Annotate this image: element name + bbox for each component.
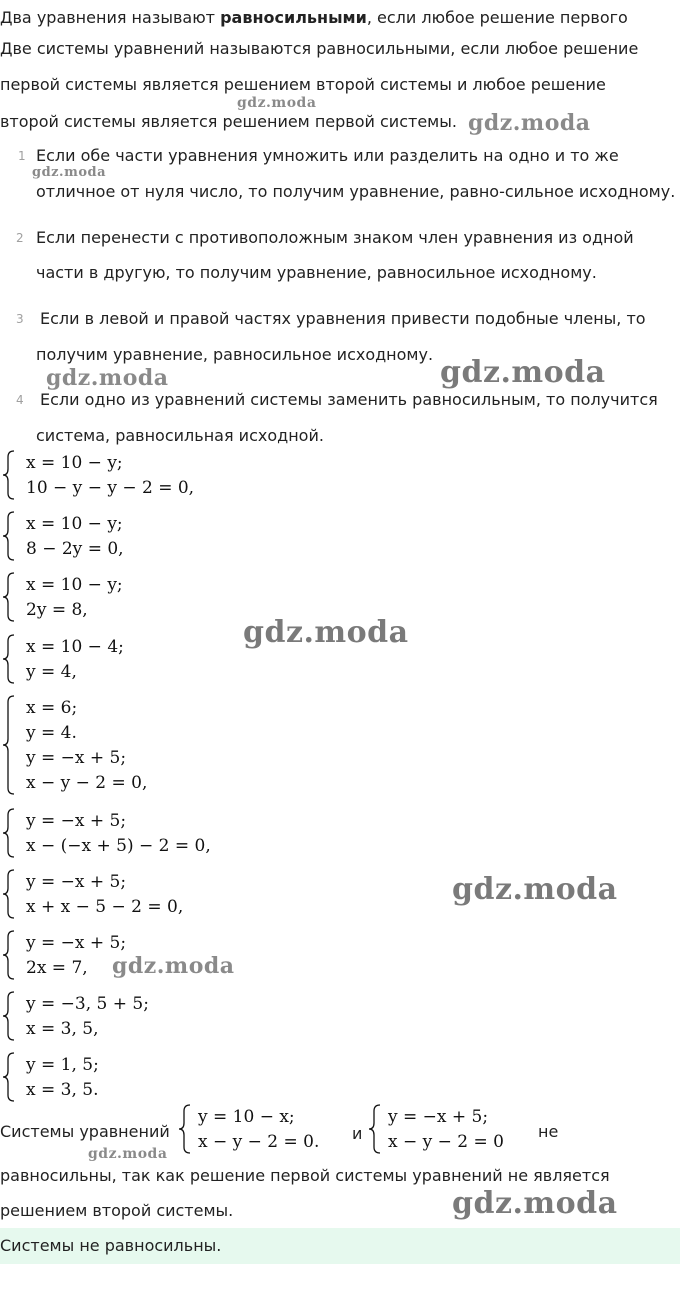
equation: x − y − 2 = 0 bbox=[388, 1132, 504, 1152]
brace-icon bbox=[2, 572, 16, 622]
equation: x + x − 5 − 2 = 0, bbox=[26, 897, 184, 917]
brace-icon bbox=[368, 1104, 382, 1154]
intro-line-4: второй системы является решением первой системы. bbox=[0, 112, 457, 131]
equation-system bbox=[2, 511, 322, 561]
watermark-logo: gdz.moda bbox=[237, 95, 317, 111]
equation: x = 10 − y; bbox=[26, 453, 123, 473]
equation: y = −x + 5; bbox=[26, 933, 127, 953]
brace-icon bbox=[2, 1052, 16, 1102]
rule-number: 2 bbox=[16, 231, 24, 245]
watermark-logo: gdz.moda bbox=[88, 1146, 168, 1162]
watermark-logo: gdz.moda bbox=[243, 615, 409, 650]
equation-system bbox=[2, 808, 322, 858]
intro-line-3: первой системы является решением второй системы и любое решение bbox=[0, 75, 606, 94]
equation: x − y − 2 = 0, bbox=[26, 773, 148, 793]
brace-icon bbox=[2, 808, 16, 858]
brace-icon bbox=[2, 450, 16, 500]
rule-text: отличное от нуля число, то получим уравнение, равно-сильное исходному. bbox=[36, 182, 676, 201]
intro-bold-term: равносильными bbox=[220, 8, 367, 27]
watermark-logo: gdz.moda bbox=[440, 355, 606, 390]
equation: y = −3, 5 + 5; bbox=[26, 994, 149, 1014]
brace-icon bbox=[2, 869, 16, 919]
rule-number: 1 bbox=[18, 149, 26, 163]
rule-text: получим уравнение, равносильное исходному. bbox=[36, 345, 434, 364]
equation: x − y − 2 = 0. bbox=[198, 1132, 320, 1152]
conclusion-and: и bbox=[352, 1124, 363, 1143]
watermark-logo: gdz.moda bbox=[452, 1186, 618, 1221]
brace-icon bbox=[2, 511, 16, 561]
rule-text: Если одно из уравнений системы заменить равносильным, то получится bbox=[40, 390, 658, 409]
equation: 2x = 7, bbox=[26, 958, 88, 978]
equation: x = 3, 5, bbox=[26, 1019, 99, 1039]
conclusion-system-2 bbox=[368, 1104, 538, 1154]
brace-icon bbox=[2, 991, 16, 1041]
rule-text: части в другую, то получим уравнение, равносильное исходному. bbox=[36, 263, 597, 282]
watermark-logo: gdz.moda bbox=[32, 165, 107, 180]
conclusion-line-3: решением второй системы. bbox=[0, 1201, 234, 1220]
equation: x = 10 − y; bbox=[26, 575, 123, 595]
equation: x − (−x + 5) − 2 = 0, bbox=[26, 836, 211, 856]
equation-system bbox=[2, 450, 322, 500]
conclusion-prefix: Системы уравнений bbox=[0, 1122, 170, 1141]
watermark-logo: gdz.moda bbox=[468, 110, 591, 136]
equation: x = 3, 5. bbox=[26, 1080, 99, 1100]
equation: y = −x + 5; bbox=[26, 748, 127, 768]
conclusion-suffix: не bbox=[538, 1122, 559, 1141]
answer-text: Системы не равносильны. bbox=[0, 1236, 222, 1255]
rule-number: 4 bbox=[16, 393, 24, 407]
equation: y = 4. bbox=[26, 723, 77, 743]
brace-icon bbox=[2, 930, 16, 980]
equation: y = 1, 5; bbox=[26, 1055, 99, 1075]
equation-system bbox=[2, 1052, 322, 1102]
equation: x = 6; bbox=[26, 698, 78, 718]
rule-text: Если перенести с противоположным знаком член уравнения из одной bbox=[36, 228, 634, 247]
watermark-logo: gdz.moda bbox=[112, 953, 235, 979]
intro-line-1: Два уравнения называют равносильными, если любое решение первого bbox=[0, 8, 628, 27]
watermark-logo: gdz.moda bbox=[46, 365, 169, 391]
brace-icon bbox=[178, 1104, 192, 1154]
equation: y = 10 − x; bbox=[198, 1107, 295, 1127]
equation: y = −x + 5; bbox=[26, 811, 127, 831]
conclusion-line-2: равносильны, так как решение первой системы уравнений не является bbox=[0, 1166, 610, 1185]
rule-number: 3 bbox=[16, 312, 24, 326]
equation-system bbox=[2, 869, 322, 919]
conclusion-system-1 bbox=[178, 1104, 348, 1154]
equation: x = 10 − y; bbox=[26, 514, 123, 534]
equation-system bbox=[2, 695, 322, 795]
brace-icon bbox=[2, 634, 16, 684]
equation: x = 10 − 4; bbox=[26, 637, 124, 657]
brace-icon bbox=[2, 695, 16, 795]
rule-text: система, равносильная исходной. bbox=[36, 426, 324, 445]
equation: y = −x + 5; bbox=[388, 1107, 489, 1127]
equation: 2y = 8, bbox=[26, 600, 88, 620]
answer-box bbox=[0, 1228, 680, 1264]
intro-line-2: Две системы уравнений называются равносильными, если любое решение bbox=[0, 39, 639, 58]
equation: y = 4, bbox=[26, 662, 77, 682]
rule-text: Если обе части уравнения умножить или разделить на одно и то же bbox=[36, 146, 619, 165]
equation: 10 − y − y − 2 = 0, bbox=[26, 478, 195, 498]
equation-system bbox=[2, 991, 322, 1041]
equation: y = −x + 5; bbox=[26, 872, 127, 892]
equation: 8 − 2y = 0, bbox=[26, 539, 124, 559]
rule-text: Если в левой и правой частях уравнения привести подобные члены, то bbox=[40, 309, 646, 328]
watermark-logo: gdz.moda bbox=[452, 872, 618, 907]
